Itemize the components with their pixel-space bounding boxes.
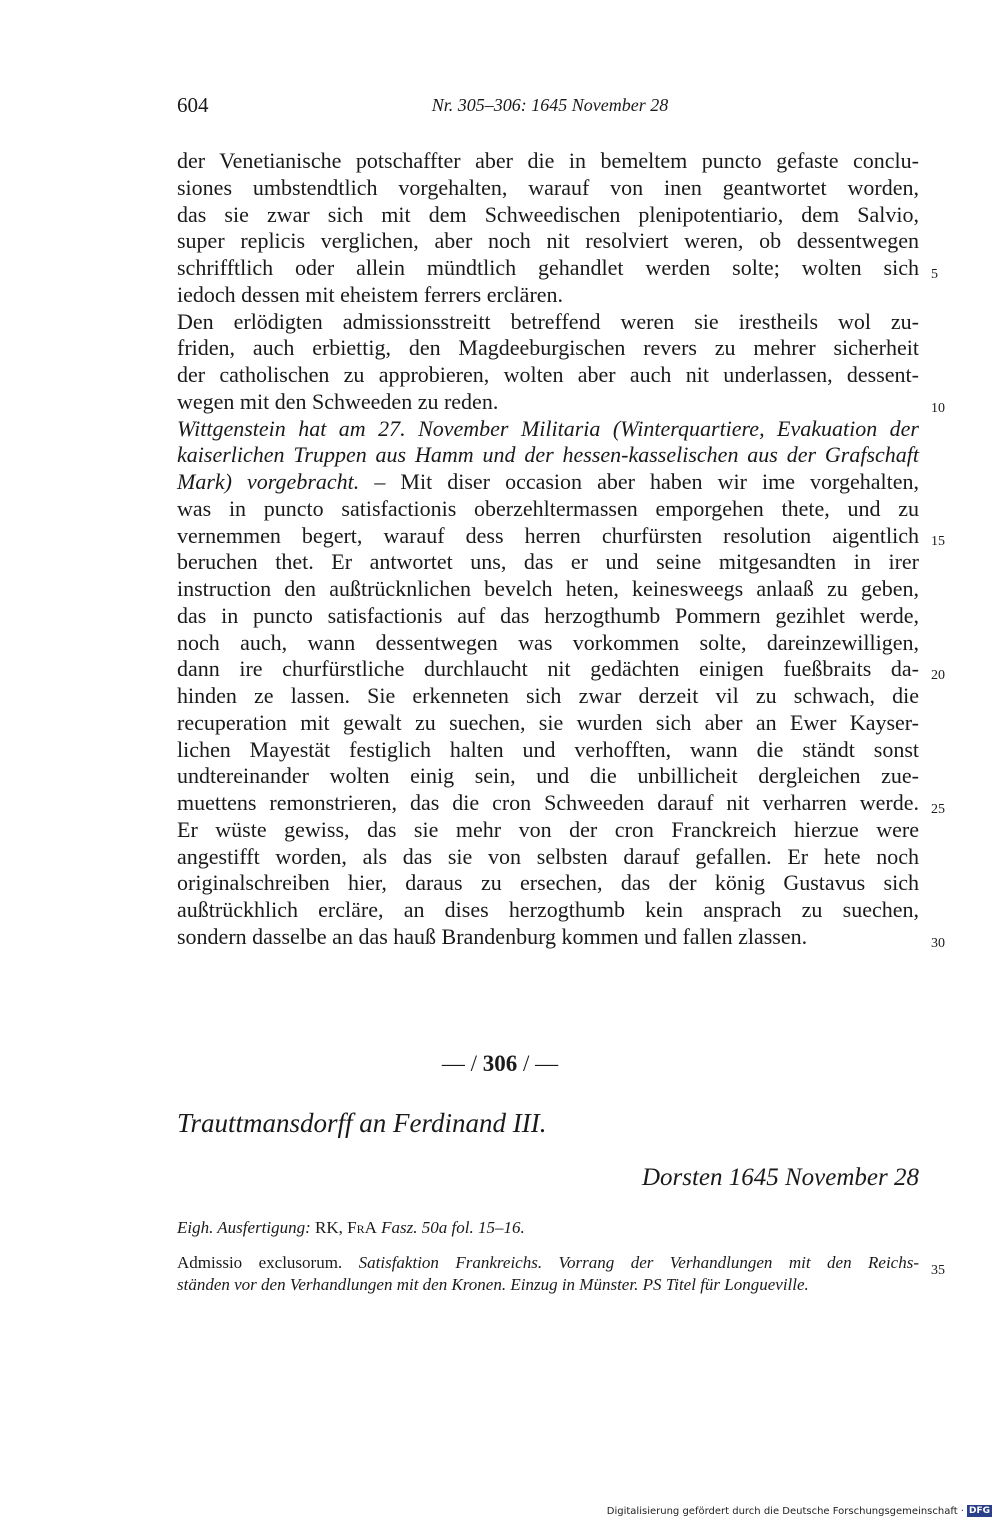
body-line-segment: der Venetianische potschaffter aber die in bemeltem puncto gefaste conclu-	[177, 148, 919, 173]
body-line	[177, 523, 919, 549]
body-line	[177, 737, 919, 763]
dfg-logo: DFG	[968, 1506, 990, 1516]
body-line	[177, 817, 919, 843]
body-line-segment: vernemmen begert, warauf dess herren churfürsten resolution aigentlich	[177, 522, 919, 548]
body-line-segment: muettens remonstrieren, das die cron Schweeden darauf nit verharren werde.	[177, 790, 919, 815]
document-number	[0, 1049, 1000, 1079]
line-number: 20	[931, 668, 945, 683]
page-number: 604	[177, 93, 209, 117]
body-line-segment: lichen Mayestät festiglich halten und verhofften, wann die ständt sonst	[177, 736, 919, 762]
body-line	[177, 469, 919, 495]
line-number: 30	[931, 936, 945, 951]
source-fasz: Fasz. 50a fol. 15–16.	[376, 1218, 525, 1237]
body-line	[177, 309, 919, 335]
body-line-italic-segment: kaiserlichen Truppen aus Hamm und der hessen-kasselischen aus der Grafschaft	[177, 442, 919, 468]
body-line	[177, 335, 919, 361]
body-line-segment: das in puncto satisfactionis auf das herzogthumb Pommern gezihlet werde,	[177, 602, 919, 628]
body-line	[177, 389, 919, 415]
body-line	[177, 442, 919, 468]
body-line	[177, 282, 919, 308]
body-line	[177, 630, 919, 656]
body-line	[177, 683, 919, 709]
body-line-segment: siones umbstendtlich vorgehalten, warauf von inen geantwortet worden,	[177, 174, 919, 200]
footer	[607, 1505, 992, 1517]
body-line	[177, 710, 919, 736]
body-line	[177, 175, 919, 201]
body-line-segment: dann ire churfürstliche durchlaucht nit gedächten einigen fueßbraits da-	[177, 656, 919, 682]
line-number: 15	[931, 534, 945, 549]
body-line-segment: friden, auch erbiettig, den Magdeeburgischen revers zu mehrer sicherheit	[177, 335, 919, 361]
body-line-segment: – Mit diser occasion aber haben wir ime vorgehalten,	[359, 469, 919, 494]
regest-line	[177, 1252, 919, 1274]
body-line-segment: instruction den außtrücknlichen bevelch heten, keinesweegs anlaaß zu geben,	[177, 576, 919, 601]
body-line	[177, 844, 919, 870]
body-line	[177, 576, 919, 602]
regest-segment: Admissio exclusorum.	[177, 1253, 359, 1272]
body-line	[177, 228, 919, 254]
body-line-italic-segment: Wittgenstein hat am 27. November Militaria (Winterquartiere, Evakuation der	[177, 415, 919, 441]
body-line-segment: undtereinander wolten einig sein, und die unbillicheit dergleichen zue-	[177, 763, 919, 789]
body-line-segment: schrifftlich oder allein mündtlich gehandlet werden solte; wolten sich	[177, 255, 919, 280]
document-source	[177, 1216, 525, 1240]
body-line-segment: super replicis verglichen, aber noch nit resolviert weren, ob dessentwegen	[177, 228, 919, 254]
body-line-segment: Den erlödigten admissionsstreitt betreffend weren sie irestheils wol zu-	[177, 308, 919, 334]
body-line	[177, 202, 919, 228]
document-number-suffix: / —	[517, 1051, 559, 1076]
body-line	[177, 870, 919, 896]
body-line-segment: iedoch dessen mit eheistem ferrers erclären.	[177, 281, 564, 307]
body-line-segment: recuperation mit gewalt zu suechen, sie wurden sich aber an Ewer Kayser-	[177, 709, 919, 735]
line-number: 25	[931, 802, 945, 817]
line-number: 10	[931, 401, 945, 416]
body-line	[177, 255, 919, 281]
document-number-value: 306	[482, 1051, 518, 1076]
body-line	[177, 549, 919, 575]
body-line-segment: angestifft worden, als das sie von selbsten darauf gefallen. Er hete noch	[177, 843, 919, 869]
body-line	[177, 362, 919, 388]
regest-line	[177, 1274, 897, 1296]
body-line	[177, 603, 919, 629]
line-number: 5	[931, 267, 938, 282]
body-line	[177, 656, 919, 682]
body-line	[177, 148, 919, 174]
source-archive: RK,	[310, 1218, 348, 1237]
body-line	[177, 897, 919, 923]
body-line-segment: sondern dasselbe an das hauß Brandenburg kommen und fallen zlassen.	[177, 923, 808, 949]
regest-italic-segment: ständen vor den Verhandlungen mit den Kronen. Einzug in Münster. PS Titel für Longueville.	[177, 1275, 809, 1294]
source-archive-sc: FrA	[347, 1218, 377, 1237]
body-line-segment: noch auch, wann dessentwegen was vorkommen solte, dareinzewilligen,	[177, 629, 919, 655]
document-place-date: Dorsten 1645 November 28	[641, 1164, 919, 1191]
body-line-segment: das sie zwar sich mit dem Schweedischen plenipotentiario, dem Salvio,	[177, 201, 919, 227]
body-line-italic-segment: Mark) vorgebracht.	[177, 469, 360, 494]
body-line-segment: was in puncto satisfactionis oberzehltermassen emporgehen thete, und zu	[177, 495, 919, 521]
document-number-prefix: — /	[441, 1051, 483, 1076]
source-type: Eigh. Ausfertigung:	[177, 1218, 311, 1237]
footer-text: Digitalisierung gefördert durch die Deutsche Forschungsgemeinschaft ·	[606, 1505, 964, 1517]
body-line-segment: Er wüste gewiss, das sie mehr von der cron Franckreich hierzue were	[177, 816, 919, 842]
body-line	[177, 790, 919, 816]
body-line	[177, 924, 919, 950]
body-line-segment: außtrückhlich ercläre, an dises herzogthumb kein ansprach zu suechen,	[177, 897, 919, 922]
body-line	[177, 416, 919, 442]
body-line-segment: beruchen thet. Er antwortet uns, das er und seine mitgesandten in irer	[177, 549, 919, 575]
body-line-segment: hinden ze lassen. Sie erkenneten sich zwar derzeit vil zu schwach, die	[177, 683, 919, 708]
running-head: Nr. 305–306: 1645 November 28	[431, 95, 669, 115]
body-line-segment: wegen mit den Schweeden zu reden.	[177, 388, 499, 414]
document-title: Trauttmansdorff an Ferdinand III.	[177, 1108, 547, 1138]
regest-italic-segment: Satisfaktion Frankreichs. Vorrang der Verhandlungen mit den Reichs-	[358, 1253, 919, 1272]
line-number: 35	[931, 1263, 945, 1278]
body-line-segment: originalschreiben hier, daraus zu ersechen, das der könig Gustavus sich	[177, 870, 919, 896]
body-line-segment: der catholischen zu approbieren, wolten aber auch nit underlassen, dessent-	[177, 362, 919, 387]
body-line	[177, 763, 919, 789]
body-line	[177, 496, 919, 522]
